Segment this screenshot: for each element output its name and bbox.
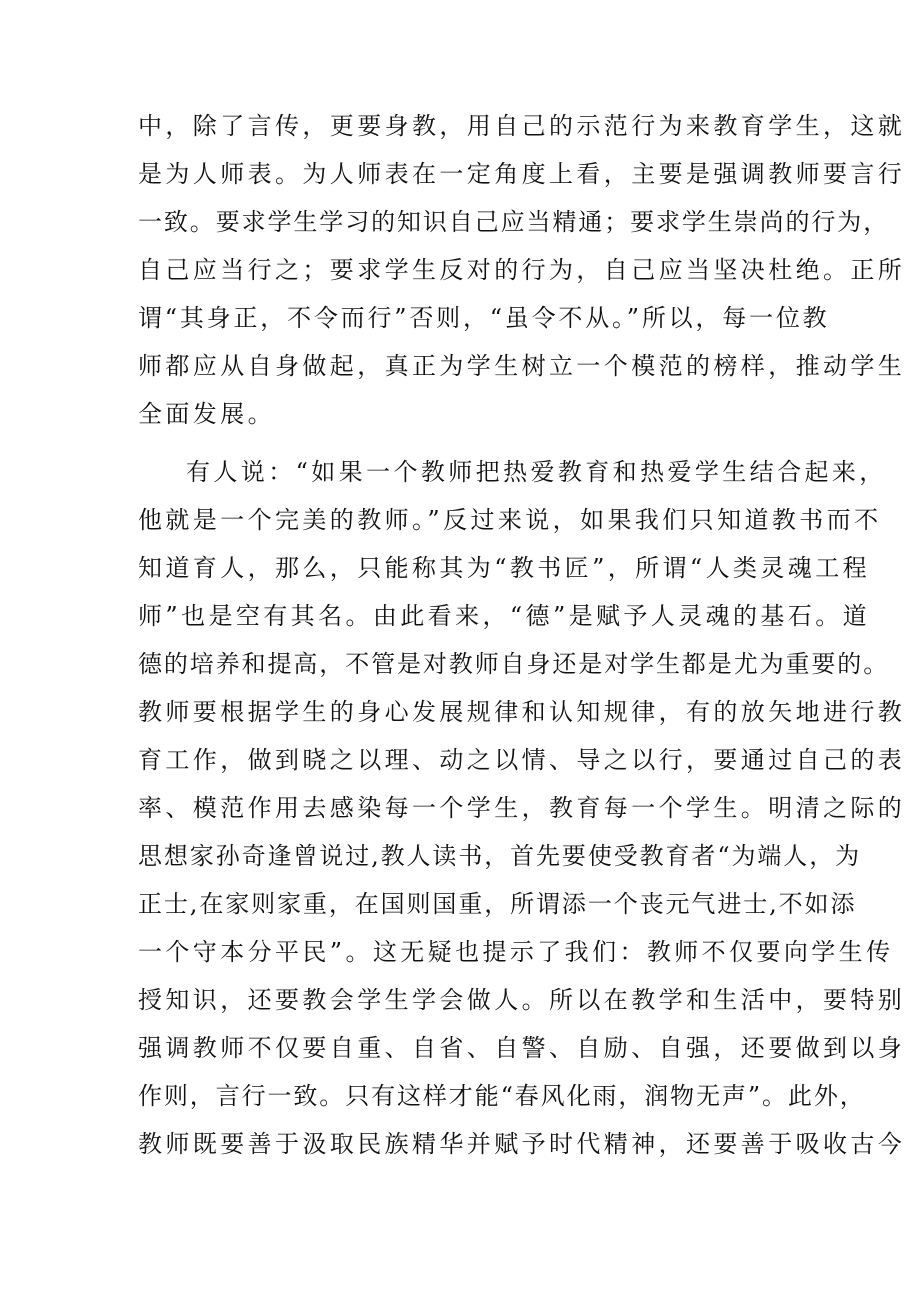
- paragraph-1: [138, 102, 906, 438]
- text-line: 教师要根据学生的身心发展规律和认知规律，有的放矢地进行教: [138, 698, 906, 726]
- text-line: 中，除了言传，更要身教，用自己的示范行为来教育学生，这就: [138, 112, 906, 140]
- text-line: 全面发展。: [138, 400, 275, 428]
- text-line: 育工作，做到晓之以理、动之以情、导之以行，要通过自己的表: [138, 746, 906, 774]
- text-line: 谓“其身正，不令而行”否则，“虽令不从。”所以，每一位教: [138, 304, 830, 332]
- text-line: 作则，言行一致。只有这样才能“春风化雨，润物无声”。此外，: [138, 1082, 866, 1110]
- text-line: 师都应从自身做起，真正为学生树立一个模范的榜样，推动学生: [138, 352, 906, 380]
- text-line: 率、模范作用去感染每一个学生，教育每一个学生。明清之际的: [138, 794, 906, 822]
- text-line: 教师既要善于汲取民族精华并赋予时代精神，还要善于吸收古今: [138, 1130, 906, 1158]
- text-line: 强调教师不仅要自重、自省、自警、自励、自强，还要做到以身: [138, 1034, 906, 1062]
- text-line: 是为人师表。为人师表在一定角度上看，主要是强调教师要言行: [138, 160, 906, 188]
- paragraph-spacer: [138, 438, 798, 448]
- text-line: 自己应当行之；要求学生反对的行为，自己应当坚决杜绝。正所: [138, 256, 906, 284]
- text-line: 授知识，还要教会学生学会做人。所以在教学和生活中，要特别: [138, 986, 906, 1014]
- text-line: 师”也是空有其名。由此看来，“德”是赋予人灵魂的基石。道: [138, 602, 871, 630]
- text-line: 思想家孙奇逢曾说过,教人读书，首先要使受教育者“为端人，为: [138, 842, 861, 870]
- paragraph-2: [138, 448, 906, 1168]
- document-body: [138, 102, 906, 1168]
- text-line: 正士,在家则家重，在国则国重，所谓添一个丧元气进士,不如添: [138, 890, 857, 918]
- text-line: 知道育人，那么，只能称其为“教书匠”，所谓“人类灵魂工程: [138, 554, 871, 582]
- text-line: 一致。要求学生学习的知识自己应当精通；要求学生崇尚的行为，: [138, 208, 890, 236]
- text-line: 他就是一个完美的教师。”反过来说，如果我们只知道教书而不: [138, 506, 882, 534]
- text-line: 有人说：“如果一个教师把热爱教育和热爱学生结合起来，: [186, 458, 887, 486]
- text-line: 一个守本分平民”。这无疑也提示了我们：教师不仅要向学生传: [138, 938, 894, 966]
- text-line: 德的培养和提高，不管是对教师自身还是对学生都是尤为重要的。: [138, 650, 890, 678]
